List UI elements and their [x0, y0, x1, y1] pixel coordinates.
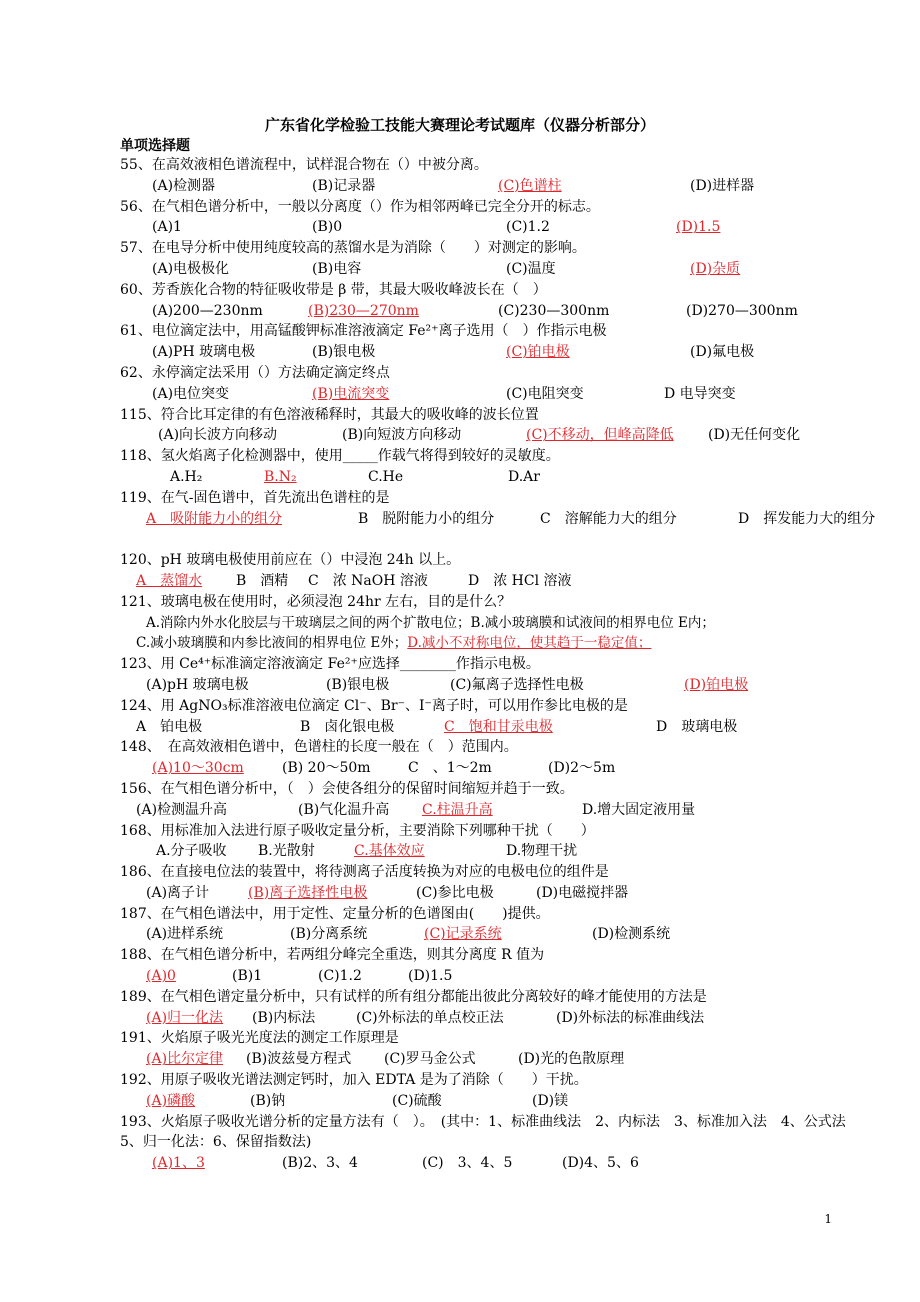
correct-option: (B)电流突变 — [312, 385, 390, 402]
correct-option: (A)0 — [146, 968, 176, 985]
option: B 脱附能力小的组分 — [358, 510, 495, 527]
option: (C)外标法的单点校正法 — [356, 1009, 504, 1026]
question-options — [88, 883, 848, 904]
option: (C)电阻突变 — [506, 385, 584, 402]
option: (A)电极极化 — [152, 260, 230, 277]
question-stem: 192、用原子吸收光谱法测定钙时，加入 EDTA 是为了消除（ ）干扰。 — [120, 1072, 588, 1089]
option: (B)记录器 — [312, 177, 376, 194]
option: (D)氟电极 — [690, 344, 755, 361]
question-options — [88, 342, 848, 363]
question-stem: 118、氢火焰离子化检测器中，使用_____作载气将得到较好的灵敏度。 — [120, 448, 560, 465]
question-stem: 191、火焰原子吸光光度法的测定工作原理是 — [120, 1030, 399, 1047]
correct-option: (B)230—270nm — [308, 302, 419, 319]
option: (B)向短波方向移动 — [342, 427, 462, 444]
question-options — [88, 633, 848, 654]
option: C.He — [368, 468, 404, 485]
option: (C)硫酸 — [392, 1092, 442, 1109]
question-options — [88, 613, 848, 634]
option: (B)0 — [312, 219, 343, 236]
correct-option: (D)1.5 — [676, 219, 721, 236]
option: (A)检测器 — [152, 177, 216, 194]
correct-option: (A)1、3 — [152, 1155, 205, 1172]
option: (B)1 — [232, 968, 263, 985]
option: D 玻璃电极 — [656, 718, 738, 735]
question-stem: 188、在气相色谱分析中，若两组分峰完全重迭，则其分离度 R 值为 — [120, 947, 545, 964]
question-options — [88, 758, 848, 779]
question-options — [88, 425, 848, 446]
option: (B)分离系统 — [290, 926, 368, 943]
option: D.增大固定液用量 — [582, 801, 696, 818]
correct-option: D.减小不对称电位，使其趋于一稳定值； — [407, 635, 652, 652]
option: (D)光的色散原理 — [518, 1051, 625, 1068]
option: (D)镁 — [532, 1092, 569, 1109]
question-list — [88, 155, 876, 1174]
option: (A)进样系统 — [146, 926, 224, 943]
question-options — [88, 571, 848, 592]
option: (D)2～5m — [548, 760, 616, 777]
option: (B)电容 — [312, 260, 362, 277]
question-stem: 189、在气相色谱定量分析中，只有试样的所有组分都能出彼此分离较好的峰才能使用的方法是 — [120, 988, 707, 1005]
option: (D)进样器 — [690, 177, 755, 194]
question-options — [88, 1153, 848, 1174]
option: (B)内标法 — [252, 1009, 316, 1026]
question-stem: 121、玻璃电极在使用时，必须浸泡 24hr 左右，目的是什么？ — [120, 593, 512, 610]
question-options — [88, 800, 848, 821]
option: D 挥发能力大的组分 — [738, 510, 876, 527]
question-stem: 168、用标准加入法进行原子吸收定量分析，主要消除下列哪种干扰（ ） — [120, 822, 595, 839]
option: C 浓 NaOH 溶液 — [308, 572, 428, 589]
option: (D)外标法的标准曲线法 — [556, 1009, 705, 1026]
correct-option: (C)色谱柱 — [498, 177, 562, 194]
question-stem: 120、pH 玻璃电极使用前应在（）中浸泡 24h 以上。 — [120, 552, 461, 569]
question-options — [88, 1008, 848, 1029]
option: B.减小玻璃膜和试液间的相界电位 E内； — [470, 614, 715, 631]
question-stem: 56、在气相色谱分析中，一般以分离度（）作为相邻两峰已完全分开的标志。 — [120, 198, 600, 215]
option: B.光散射 — [258, 843, 315, 860]
correct-option: (D)铂电极 — [684, 676, 749, 693]
option: (B)2、3、4 — [282, 1155, 358, 1172]
option: (C)温度 — [506, 260, 556, 277]
option: A.消除内外水化胶层与干玻璃层之间的两个扩散电位； — [146, 614, 471, 631]
option: (C)罗马金公式 — [384, 1051, 476, 1068]
question-stem: 193、火焰原子吸收光谱分析的定量方法有（ ）。 (其中：1、标准曲线法 2、内标法 3、标准加入法 4、公式法 5、归一化法：6、保留指数法) — [120, 1113, 860, 1151]
question-stem: 187、在气相色谱法中，用于定性、定量分析的色谱图由( )提供。 — [120, 905, 550, 922]
correct-option: (A)磷酸 — [146, 1092, 196, 1109]
option: (B)银电极 — [312, 344, 376, 361]
correct-option: (C)记录系统 — [424, 926, 502, 943]
option: (C) 3、4、5 — [422, 1155, 513, 1172]
option: (D)1.5 — [408, 968, 453, 985]
question-stem: 119、在气-固色谱中，首先流出色谱柱的是 — [120, 489, 390, 506]
option: (D)270—300nm — [686, 302, 798, 319]
section-heading: 单项选择题 — [120, 138, 190, 154]
option: (A)200—230nm — [152, 302, 263, 319]
question-options — [88, 1091, 848, 1112]
question-stem: 60、芳香族化合物的特征吸收带是 β 带，其最大吸收峰波长在（ ） — [120, 281, 547, 298]
option: D 电导突变 — [664, 385, 736, 402]
option: D.Ar — [508, 468, 540, 485]
option: (C)1.2 — [506, 219, 550, 236]
question-options — [88, 176, 848, 197]
correct-option: (A)比尔定律 — [146, 1051, 224, 1068]
option: D.物理干扰 — [506, 843, 578, 860]
option: A.分子吸收 — [156, 843, 227, 860]
option: (A)1 — [152, 219, 182, 236]
question-stem: 124、用 AgNO₃标准溶液电位滴定 Cl⁻、Br⁻、I⁻离子时，可以用作参比电极的是 — [120, 697, 628, 714]
option: B 卤化银电极 — [300, 718, 395, 735]
option: (A)电位突变 — [152, 385, 230, 402]
question-options — [88, 675, 848, 696]
question-stem: 55、在高效液相色谱流程中，试样混合物在（）中被分离。 — [120, 157, 488, 173]
page-number: 1 — [824, 1212, 832, 1226]
correct-option: (A)归一化法 — [146, 1009, 224, 1026]
question-stem: 148、 在高效液相色谱中，色谱柱的长度一般在（ ）范围内。 — [120, 739, 518, 756]
question-options — [88, 509, 876, 530]
line-spacer — [88, 529, 848, 550]
question-options — [88, 301, 848, 322]
option: (C)氟离子选择性电极 — [450, 676, 584, 693]
option: (C)230—300nm — [498, 302, 610, 319]
question-options — [88, 217, 848, 238]
option: (A)向长波方向移动 — [158, 427, 278, 444]
question-options — [88, 259, 848, 280]
option: (B)波兹曼方程式 — [246, 1051, 352, 1068]
correct-option: (D)杂质 — [690, 260, 741, 277]
option: (C)1.2 — [318, 968, 362, 985]
question-stem: 62、永停滴定法采用（）方法确定滴定终点 — [120, 364, 390, 381]
correct-option: (A)10～30cm — [152, 760, 244, 777]
option: (A)检测温升高 — [136, 801, 228, 818]
correct-option: (C)铂电极 — [506, 344, 570, 361]
option: C.减小玻璃膜和内参比液间的相界电位 E外； — [136, 635, 408, 652]
option: A 铂电极 — [136, 718, 203, 735]
correct-option: A 吸附能力小的组分 — [146, 510, 283, 527]
correct-option: C.柱温升高 — [422, 801, 493, 818]
option: (A)PH 玻璃电极 — [152, 344, 256, 361]
question-stem: 57、在电导分析中使用纯度较高的蒸馏水是为消除（ ）对测定的影响。 — [120, 240, 586, 257]
option: (C)参比电极 — [416, 884, 494, 901]
correct-option: (C)不移动，但峰高降低 — [526, 427, 674, 444]
option: A.H₂ — [170, 468, 203, 485]
option: (D)检测系统 — [592, 926, 671, 943]
question-options — [88, 467, 848, 488]
correct-option: (B)离子选择性电极 — [248, 884, 368, 901]
question-stem: 123、用 Ce⁴⁺标准滴定溶液滴定 Fe²⁺应选择________作指示电极。 — [120, 656, 540, 673]
option: (D)无任何变化 — [708, 427, 801, 444]
question-options — [88, 384, 848, 405]
option: C 溶解能力大的组分 — [540, 510, 677, 527]
question-stem: 186、在直接电位法的装置中，将待测离子活度转换为对应的电极电位的组件是 — [120, 864, 609, 881]
page-title: 广东省化学检验工技能大赛理论考试题库（仪器分析部分） — [264, 116, 655, 134]
question-options — [88, 717, 848, 738]
option: (D)4、5、6 — [562, 1155, 639, 1172]
option: C 、1～2m — [408, 760, 492, 777]
option: (B) 20～50m — [282, 760, 371, 777]
question-stem: 61、电位滴定法中，用高锰酸钾标准溶液滴定 Fe²⁺离子选用（ ）作指示电极 — [120, 323, 607, 340]
question-stem: 115、符合比耳定律的有色溶液稀释时，其最大的吸收峰的波长位置 — [120, 406, 539, 423]
question-options — [88, 841, 848, 862]
option: (B)银电极 — [326, 676, 390, 693]
option: (A)pH 玻璃电极 — [146, 676, 249, 693]
question-stem: 156、在气相色谱分析中，（ ）会使各组分的保留时间缩短并趋于一致。 — [120, 780, 574, 797]
option: B 酒精 — [236, 572, 289, 589]
option: (A)离子计 — [146, 884, 210, 901]
option: (B)气化温升高 — [298, 801, 390, 818]
question-options — [88, 966, 848, 987]
correct-option: C 饱和甘汞电极 — [444, 718, 553, 735]
correct-option: B.N₂ — [264, 468, 297, 485]
option: (D)电磁搅拌器 — [536, 884, 629, 901]
correct-option: A 蒸馏水 — [136, 572, 203, 589]
option: (B)钠 — [250, 1092, 286, 1109]
question-options — [88, 924, 848, 945]
option: D 浓 HCl 溶液 — [468, 572, 572, 589]
correct-option: C.基体效应 — [354, 843, 425, 860]
question-options — [88, 1049, 848, 1070]
